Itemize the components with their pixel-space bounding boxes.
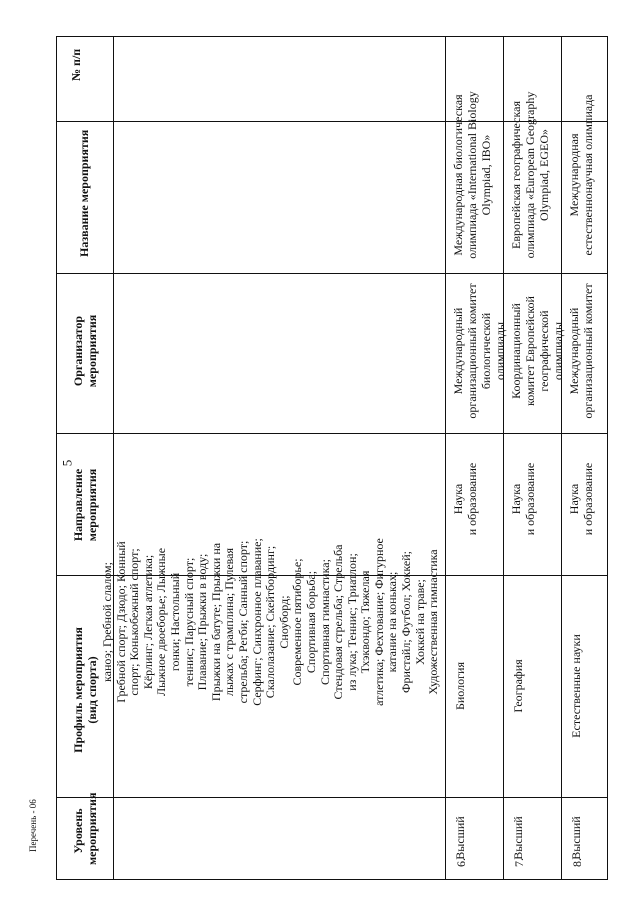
- sports-profile-line: Хоккей на траве;: [412, 579, 427, 665]
- row-divider: [503, 37, 504, 879]
- header-direction: Направление мероприятия: [71, 468, 99, 542]
- row-8-organizer: Международный организационный комитет: [567, 283, 595, 419]
- row-8-direction: Наука и образование: [567, 462, 595, 536]
- sports-profile-line: теннис; Парусный спорт;: [181, 557, 196, 687]
- column-divider: [57, 797, 607, 798]
- header-profile: Профиль мероприятия (вид спорта): [71, 627, 99, 753]
- sports-profile-line: Кёрлинг; Легкая атлетика;: [140, 554, 155, 690]
- sports-profile-line: стрельба; Регби; Санный спорт;: [235, 540, 250, 704]
- footer-note: Перечень - 06: [28, 799, 38, 852]
- row-6-profile: Биология: [453, 662, 467, 711]
- row-6-num: 6.: [454, 858, 468, 867]
- row-8-level: Высший: [569, 816, 583, 860]
- sports-profile-line: Фристайл; Футбол; Хоккей;: [399, 550, 414, 694]
- sports-profile-line: гонки; Настольный: [167, 572, 182, 672]
- header-organizer: Организатор мероприятия: [71, 314, 99, 388]
- row-8-name: Международная естественнонаучная олимпиада: [567, 94, 595, 256]
- sports-profile-line: лыжах с трамплина; Пулевая: [222, 547, 237, 697]
- sports-profile-line: Тхэквондо; Тяжелая: [358, 570, 373, 674]
- page-number: 5: [59, 459, 75, 467]
- sports-profile-line: Сноуборд;: [276, 595, 291, 649]
- sports-profile-line: Прыжки на батуте; Прыжки на: [208, 542, 223, 702]
- sports-profile-line: катание на коньках;: [385, 571, 400, 673]
- row-7-name: Европейская географическая олимпиада «European Geography Olympiad, EGEO»: [509, 91, 551, 259]
- row-6-level: Высший: [453, 816, 467, 860]
- sports-profile-line: Плавание; Прыжки в воду;: [195, 553, 210, 691]
- row-6-organizer: Международный организационный комитет биологической олимпиады: [451, 283, 507, 419]
- header-name: Название мероприятия: [77, 129, 91, 257]
- row-8-num: 8.: [570, 858, 584, 867]
- row-7-direction: Наука и образование: [509, 462, 537, 536]
- row-6-name: Международная биологическая олимпиада «International Biology Olympiad, IBO»: [451, 91, 493, 259]
- sports-profile-line: атлетика; Фехтование; Фигурное: [371, 538, 386, 706]
- sports-profile-line: Гребной спорт; Дзюдо; Конный: [113, 541, 128, 703]
- sports-profile-line: Современное пятиборье;: [290, 558, 305, 686]
- row-8-profile: Естественные науки: [569, 634, 583, 738]
- column-divider: [57, 273, 607, 274]
- row-7-level: Высший: [511, 816, 525, 860]
- sports-profile-line: из лука; Теннис; Триатлон;: [344, 553, 359, 691]
- row-7-num: 7.: [512, 858, 526, 867]
- row-divider: [445, 37, 446, 879]
- sports-profile-line: Стендовая стрельба; Стрельба: [331, 544, 346, 700]
- sports-profile-line: Художественная гимнастика: [426, 549, 441, 695]
- sports-profile-line: Лыжное двоеборье; Лыжные: [154, 547, 169, 697]
- events-table: [56, 36, 608, 880]
- sports-profile-line: Серфинг; Синхронное плавание;: [249, 538, 264, 706]
- row-7-profile: География: [511, 659, 525, 713]
- sports-profile-line: спорт; Конькобежный спорт;: [127, 548, 142, 696]
- header-level: Уровень мероприятия: [71, 792, 99, 865]
- sports-profile-list: [101, 467, 441, 777]
- sports-profile-line: каноэ; Гребной слалом;: [100, 562, 114, 682]
- sports-profile-line: Скалолазание; Скейтбординг;: [263, 545, 278, 699]
- sports-profile-line: Спортивная борьба;: [303, 570, 318, 674]
- header-num: № п/п: [69, 48, 83, 81]
- sports-profile-line: Спортивная гимнастика;: [317, 559, 332, 685]
- row-7-organizer: Координационный комитет Европейской географической олимпиады: [509, 296, 565, 406]
- row-6-direction: Наука и образование: [451, 462, 479, 536]
- row-divider: [561, 37, 562, 879]
